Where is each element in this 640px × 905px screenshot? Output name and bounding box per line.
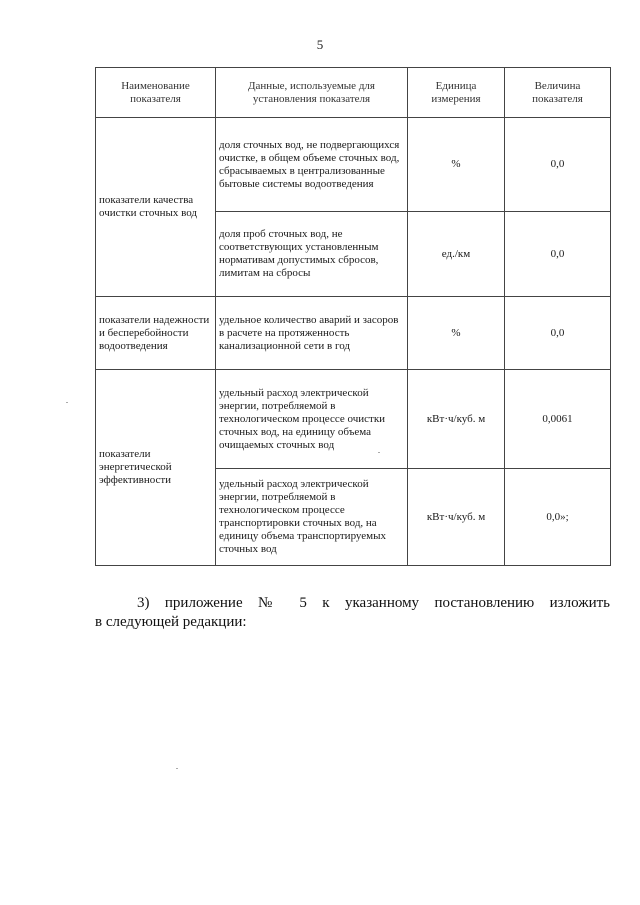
table-row: [96, 370, 611, 469]
indicator-unit: %: [408, 297, 505, 370]
scan-speck: [176, 768, 178, 769]
header-data: Данные, используемые для установления показателя: [216, 68, 408, 118]
indicator-unit: ед./км: [408, 212, 505, 297]
indicator-unit: кВт·ч/куб. м: [408, 370, 505, 469]
indicators-table: [95, 67, 611, 566]
table-header-row: [96, 68, 611, 118]
page-number: 5: [316, 37, 324, 52]
amendment-text: 3) приложение № 5 к указанному постановлению изложить: [137, 595, 610, 611]
header-unit: Единица измерения: [408, 68, 505, 118]
amendment-paragraph-line2: в следующей редакции:: [95, 614, 247, 630]
header-value: Величина показателя: [505, 68, 611, 118]
indicator-data: доля проб сточных вод, не соответствующих установленным нормативам допустимых сбросов, лимитам на сбросы: [216, 212, 408, 297]
indicator-data: удельный расход электрической энергии, потребляемой в технологическом процессе транспортировки сточных вод, на единицу объема транспортируемых сточных вод: [216, 469, 408, 566]
indicator-data: удельное количество аварий и засоров в расчете на протяженность канализационной сети в год: [216, 297, 408, 370]
indicator-value: 0,0: [505, 297, 611, 370]
indicator-group-name: показатели качества очистки сточных вод: [96, 118, 216, 297]
table-row: [96, 297, 611, 370]
indicator-group-name: показатели надежности и бесперебойности водоотведения: [96, 297, 216, 370]
indicator-value: 0,0061: [505, 370, 611, 469]
indicator-value: 0,0: [505, 118, 611, 212]
indicator-data: удельный расход электрической энергии, потребляемой в технологическом процессе очистки сточных вод, на единицу объема очищаемых сточных вод: [216, 370, 408, 469]
scan-speck: [378, 452, 380, 453]
table-row: [96, 118, 611, 212]
indicator-unit: %: [408, 118, 505, 212]
indicator-value: 0,0: [505, 212, 611, 297]
indicator-data: доля сточных вод, не подвергающихся очистке, в общем объеме сточных вод, сбрасываемых в централизованные бытовые системы водоотведения: [216, 118, 408, 212]
amendment-paragraph-line1: [95, 594, 610, 613]
header-name: Наименование показателя: [96, 68, 216, 118]
indicator-unit: кВт·ч/куб. м: [408, 469, 505, 566]
indicator-value: 0,0»;: [505, 469, 611, 566]
scan-speck: [66, 402, 68, 403]
indicator-group-name: показатели энергетической эффективности: [96, 370, 216, 566]
